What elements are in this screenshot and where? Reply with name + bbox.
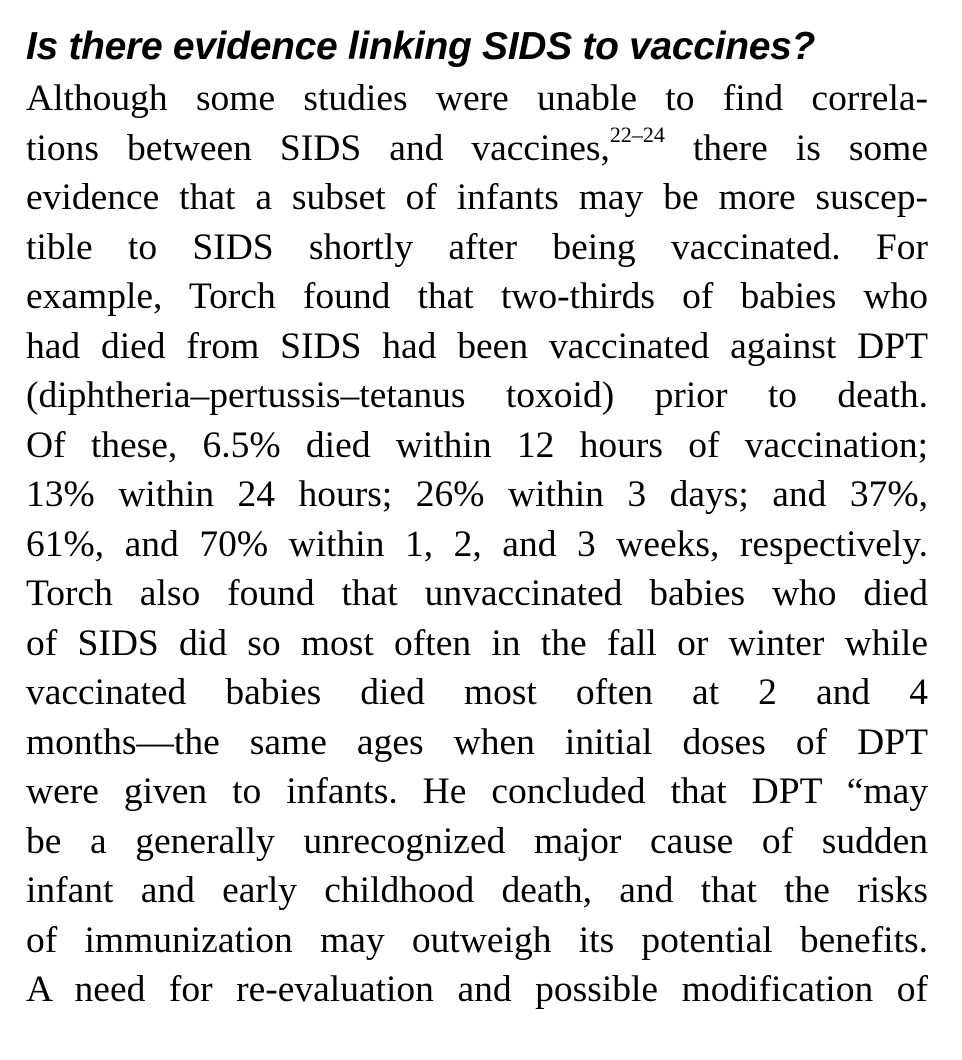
text-line: had died from SIDS had been vaccinated against DPT [26, 325, 928, 367]
text-line: A need for re-evaluation and possible modification of [26, 969, 928, 1010]
text-line: tible to SIDS shortly after being vaccinated. For [26, 226, 928, 268]
text-line: of SIDS did so most often in the fall or winter while [26, 622, 928, 664]
text-line: vaccinated babies died most often at 2 and 4 [26, 672, 928, 713]
text-line: of immunization may outweigh its potential benefits. [26, 919, 928, 961]
text-segment: there is some [664, 127, 928, 169]
text-line: Torch also found that unvaccinated babies who died [26, 573, 928, 614]
text-line: 61%, and 70% within 1, 2, and 3 weeks, respectively. [26, 523, 928, 565]
text-segment: tions between SIDS and vaccines, [26, 127, 610, 169]
text-line: 13% within 24 hours; 26% within 3 days; and 37%, [26, 474, 928, 515]
citation-reference[interactable]: 22–24 [609, 122, 665, 147]
text-line: evidence that a subset of infants may be more suscep- [26, 177, 928, 218]
body-paragraph [26, 74, 928, 1015]
article-page [26, 22, 928, 1015]
text-line: (diphtheria–pertussis–tetanus toxoid) prior to death. [26, 375, 928, 416]
text-line-with-citation [26, 124, 928, 174]
text-line: infant and early childhood death, and that the risks [26, 870, 928, 911]
text-line: Of these, 6.5% died within 12 hours of vaccination; [26, 424, 928, 466]
text-line: were given to infants. He concluded that DPT “may [26, 771, 928, 812]
text-line: be a generally unrecognized major cause of sudden [26, 820, 928, 862]
text-line: Although some studies were unable to find correla- [26, 78, 928, 119]
text-line: example, Torch found that two-thirds of babies who [26, 276, 928, 317]
section-heading: Is there evidence linking SIDS to vaccines? [26, 25, 816, 68]
text-line: months—the same ages when initial doses of DPT [26, 721, 928, 763]
